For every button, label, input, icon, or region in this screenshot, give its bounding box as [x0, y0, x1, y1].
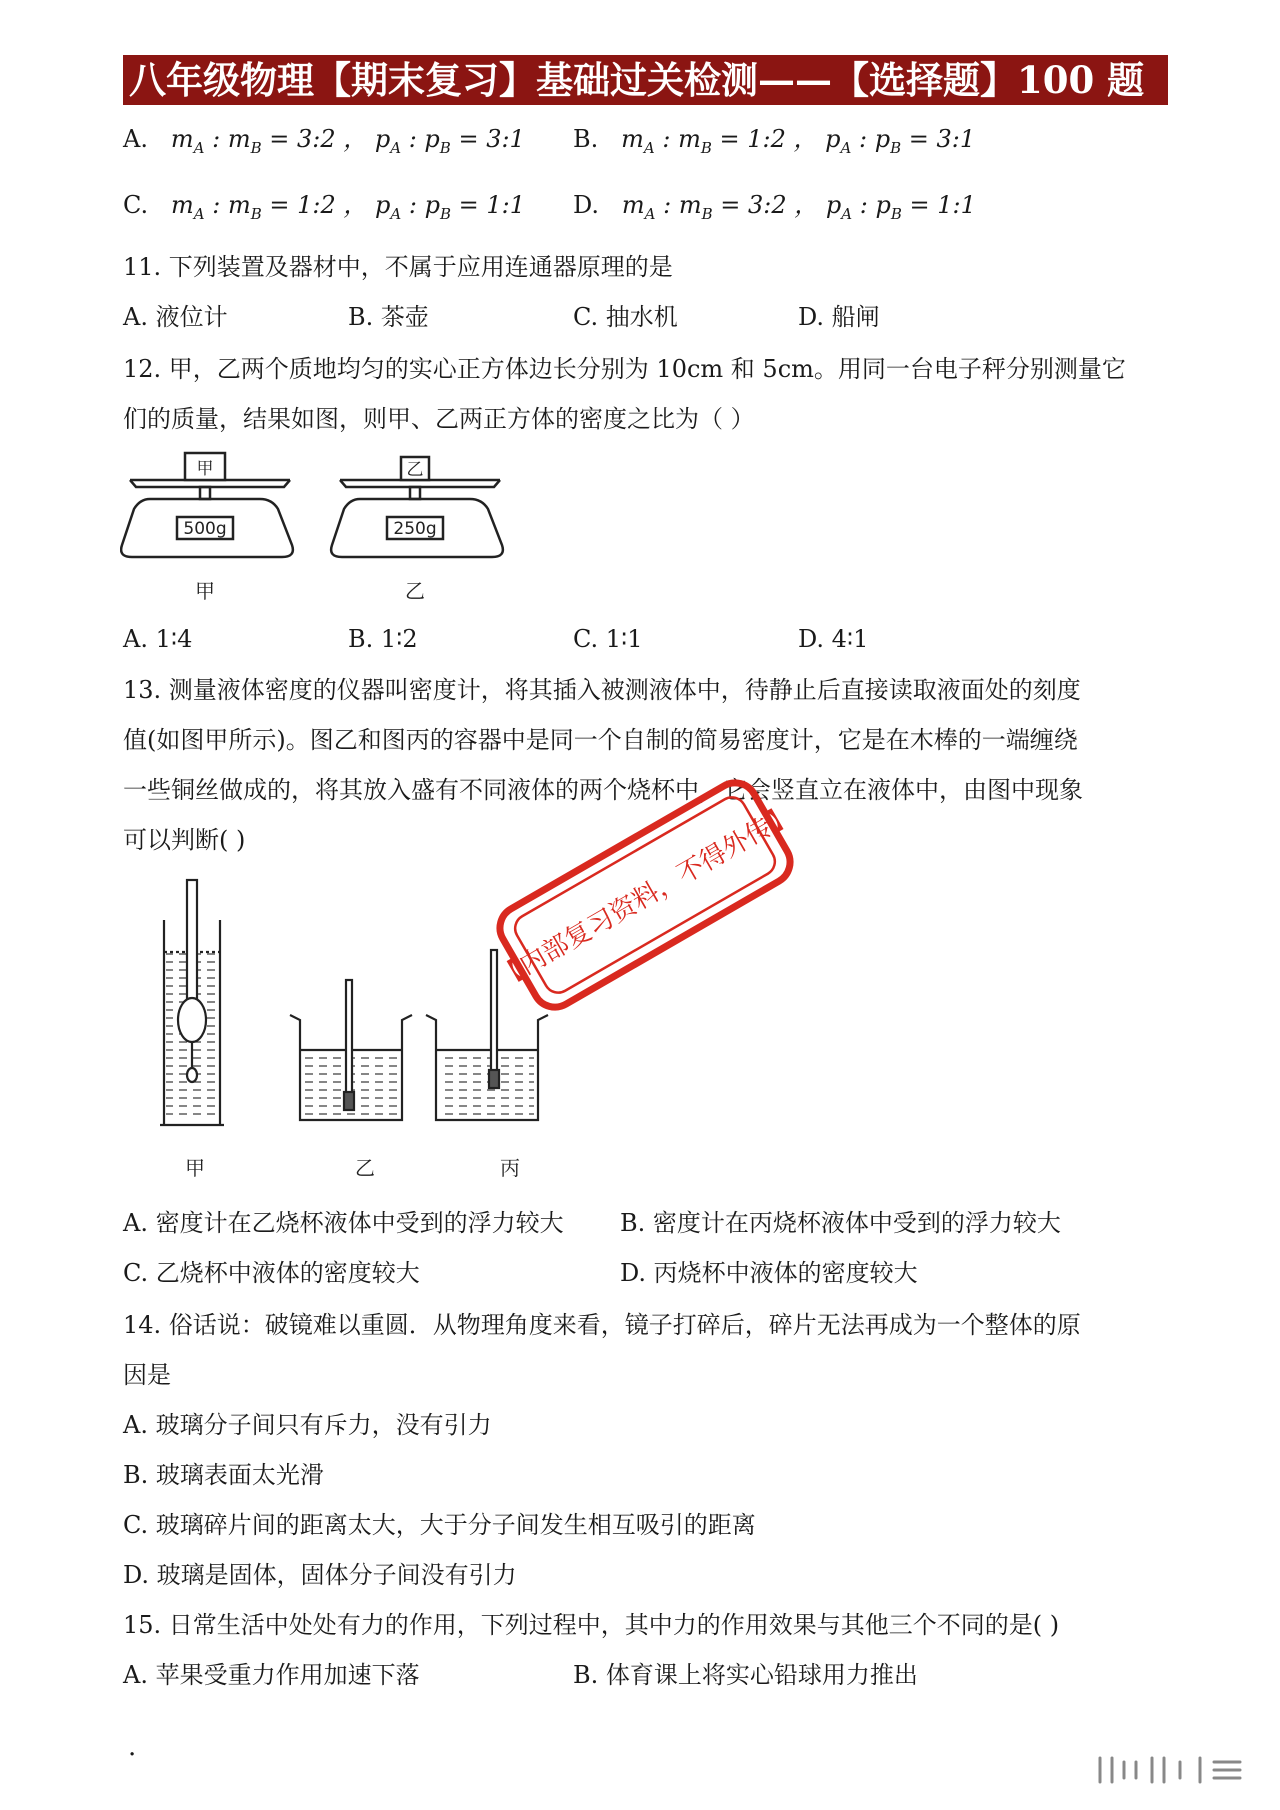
cylinder-jia — [160, 880, 224, 1125]
q13-stem-line2: 值(如图甲所示)。图乙和图丙的容器中是同一个自制的简易密度计，它是在木棒的一端缠绕 — [123, 726, 1078, 754]
q12-option-b: B. 1∶2 — [348, 625, 418, 653]
figure-caption-bing: 丙 — [500, 1156, 520, 1180]
option-formula: $m_A$ : $m_B$ = 3:2 ， $p_A$ : $p_B$ = 3:1 — [155, 125, 525, 157]
figure-caption-yi: 乙 — [355, 1156, 375, 1180]
q13-option-d: D. 丙烧杯中液体的密度较大 — [620, 1259, 918, 1287]
option-letter: D. — [573, 191, 600, 219]
watermark-text: 【内部复习资料，不得外传】 — [492, 799, 800, 995]
q11-option-b: B. 茶壶 — [348, 303, 429, 331]
q10-option-a — [123, 124, 525, 163]
scale-left-block-label: 甲 — [196, 459, 214, 479]
option-letter: B. — [573, 125, 599, 153]
q14-option-b: B. 玻璃表面太光滑 — [123, 1461, 324, 1489]
q14-option-a: A. 玻璃分子间只有斥力，没有引力 — [123, 1411, 492, 1439]
q14-stem-line2: 因是 — [123, 1361, 171, 1389]
q15-stem: 15. 日常生活中处处有力的作用，下列过程中，其中力的作用效果与其他三个不同的是( ) — [123, 1611, 1060, 1639]
footer-dot: · — [128, 1740, 137, 1770]
option-formula: $m_A$ : $m_B$ = 3:2 ， $p_A$ : $p_B$ = 1:1 — [606, 191, 976, 223]
watermark-stamp — [480, 730, 810, 1060]
scale-left-caption: 甲 — [195, 579, 215, 603]
app-toolbar-icon — [1090, 1750, 1250, 1790]
scale-right-block-label: 乙 — [406, 460, 424, 480]
q11-option-c: C. 抽水机 — [573, 303, 678, 331]
q13-option-c: C. 乙烧杯中液体的密度较大 — [123, 1259, 420, 1287]
option-letter: A. — [123, 125, 148, 153]
q13-stem-line1: 13. 测量液体密度的仪器叫密度计，将其插入被测液体中，待静止后直接读取液面处的刻度 — [123, 676, 1081, 704]
option-formula: $m_A$ : $m_B$ = 1:2 ， $p_A$ : $p_B$ = 3:1 — [605, 125, 976, 157]
option-letter: C. — [123, 191, 149, 219]
q13-option-b: B. 密度计在丙烧杯液体中受到的浮力较大 — [620, 1209, 1061, 1237]
q13-stem-line3: 一些铜丝做成的，将其放入盛有不同液体的两个烧杯中，它会竖直立在液体中，由图中现象 — [123, 776, 1083, 804]
q12-option-c: C. 1∶1 — [573, 625, 643, 653]
q10-option-c — [123, 190, 525, 229]
q12-stem-line2: 们的质量，结果如图，则甲、乙两正方体的密度之比为（ ） — [123, 405, 755, 433]
q10-option-d — [573, 190, 976, 229]
scale-left-reading: 500g — [183, 519, 227, 539]
page-title: 八年级物理【期末复习】基础过关检测——【选择题】100 题 — [123, 55, 1168, 105]
q14-option-d: D. 玻璃是固体，固体分子间没有引力 — [123, 1561, 517, 1589]
q12-stem-line1: 12. 甲，乙两个质地均匀的实心正方体边长分别为 10cm 和 5cm。用同一台电子秤分别测量它 — [123, 355, 1126, 383]
q13-stem-line4: 可以判断( ) — [123, 826, 246, 854]
q14-option-c: C. 玻璃碎片间的距离太大，大于分子间发生相互吸引的距离 — [123, 1511, 756, 1539]
q15-option-a: A. 苹果受重力作用加速下落 — [123, 1661, 420, 1689]
q12-option-d: D. 4∶1 — [798, 625, 869, 653]
q10-option-b — [573, 124, 975, 163]
q13-option-a: A. 密度计在乙烧杯液体中受到的浮力较大 — [123, 1209, 564, 1237]
q12-scales-figure — [120, 445, 520, 615]
scale-right-caption: 乙 — [405, 579, 425, 603]
figure-caption-jia: 甲 — [185, 1156, 205, 1180]
beaker-yi — [290, 980, 412, 1120]
q15-option-b: B. 体育课上将实心铅球用力推出 — [573, 1661, 918, 1689]
q14-stem-line1: 14. 俗话说：破镜难以重圆．从物理角度来看，镜子打碎后，碎片无法再成为一个整体的原 — [123, 1311, 1081, 1339]
scale-right-reading: 250g — [393, 519, 437, 539]
option-formula: $m_A$ : $m_B$ = 1:2 ， $p_A$ : $p_B$ = 1:1 — [155, 191, 525, 223]
q11-option-a: A. 液位计 — [123, 303, 228, 331]
q11-option-d: D. 船闸 — [798, 303, 880, 331]
q12-option-a: A. 1∶4 — [123, 625, 193, 653]
q11-stem: 11. 下列装置及器材中，不属于应用连通器原理的是 — [123, 253, 673, 281]
